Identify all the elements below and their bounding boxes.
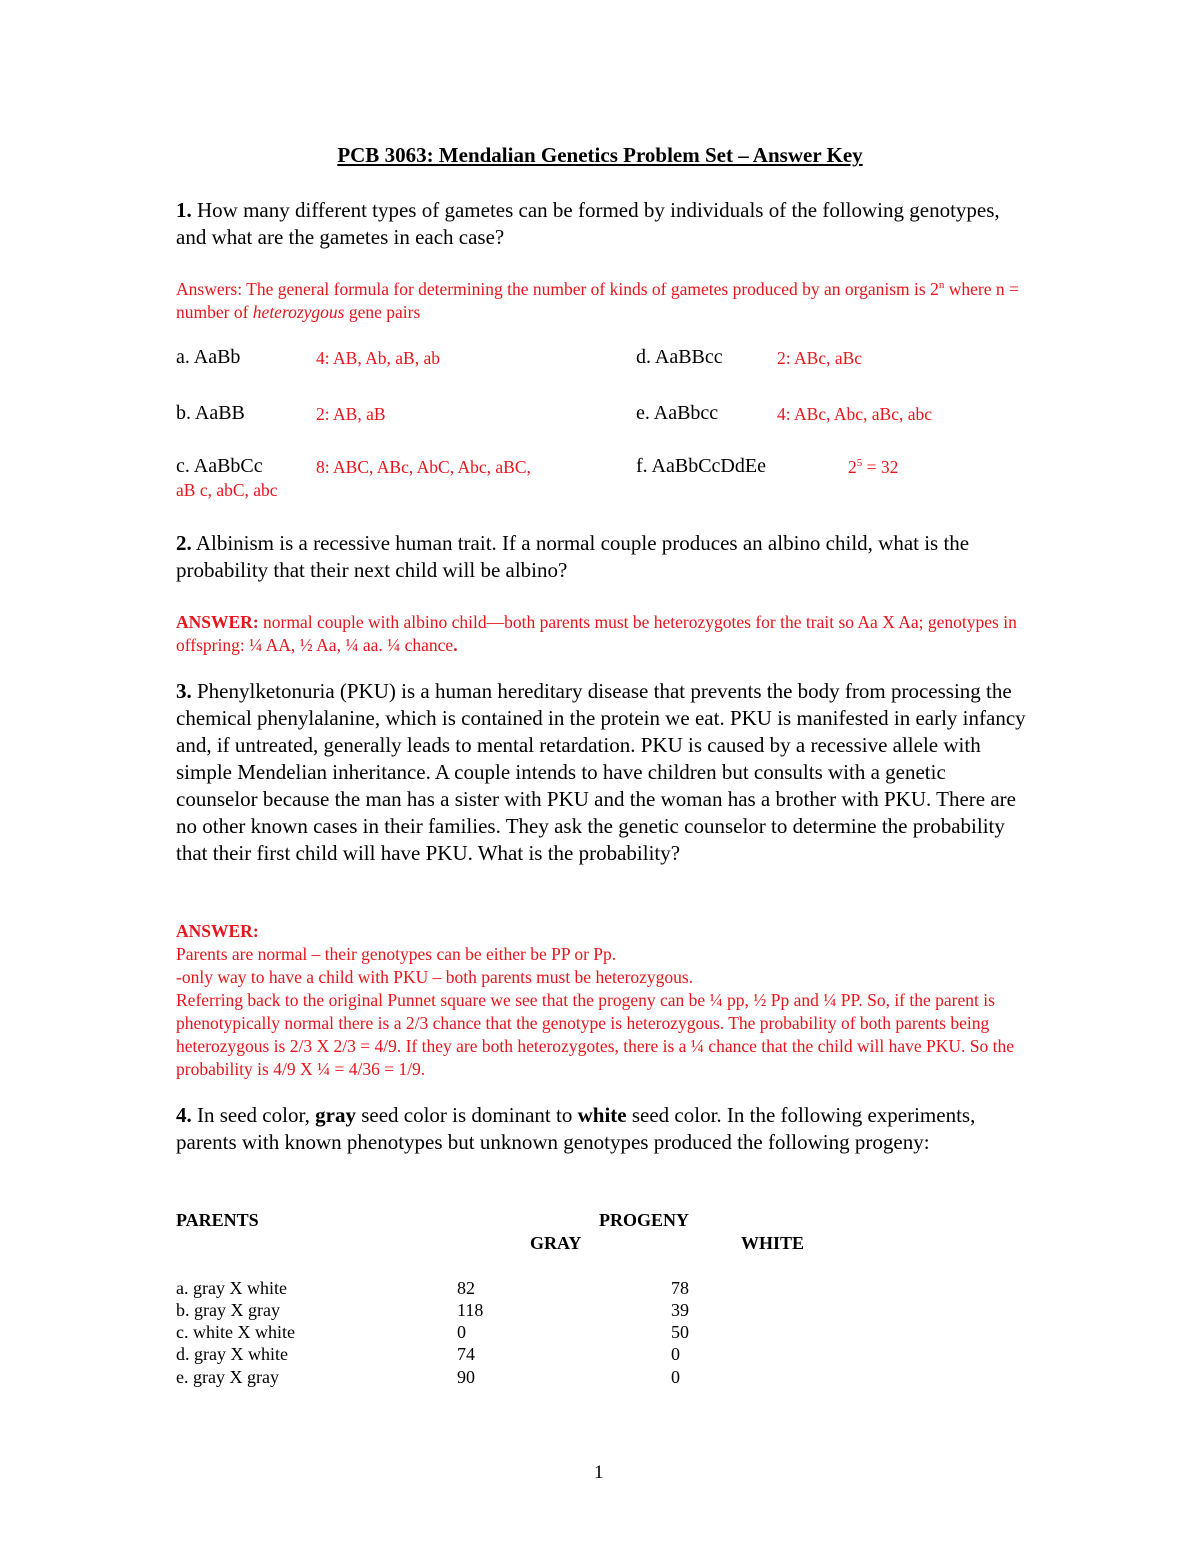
question-3 [176,678,1026,867]
question-2-text: Albinism is a recessive human trait. If a normal couple produces an albino child, what is the probability that their next child will be albino? [176,531,970,582]
table-row-gray: 74 [457,1344,475,1364]
genotype-c-label: c. AaBbCc [176,455,263,477]
genotype-a-label: a. AaBb [176,346,241,368]
table-row-gray: 82 [457,1278,475,1298]
genotype-f-label: f. AaBbCcDdEe [636,455,766,477]
table-row-white: 39 [671,1300,689,1320]
table-row-gray: 0 [457,1322,466,1342]
question-3-number: 3. [176,679,192,703]
genotype-b-answer: 2: AB, aB [316,404,386,424]
genotype-e-label: e. AaBbcc [636,402,719,424]
genotype-d-answer: 2: ABc, aBc [777,348,863,368]
table-row-white: 0 [671,1367,680,1387]
question-1-number: 1. [176,198,192,222]
page-number: 1 [594,1462,604,1483]
table-row-white: 50 [671,1322,689,1342]
table-header-progeny: PROGENY [599,1210,689,1230]
question-2 [176,530,1026,584]
genotype-d-label: d. AaBBcc [636,346,723,368]
table-row-gray: 118 [457,1300,484,1320]
table-header-parents: PARENTS [176,1210,259,1230]
question-3-answer-label: ANSWER: [176,921,259,941]
question-3-answer-line: -only way to have a child with PKU – both parents must be heterozygous. [176,967,694,987]
genotype-b-label: b. AaBB [176,402,245,424]
genotype-a-answer: 4: AB, Ab, aB, ab [316,348,440,368]
table-row-parents: d. gray X white [176,1344,288,1364]
table-header-white: WHITE [741,1233,805,1253]
table-header-gray: GRAY [530,1233,582,1253]
genotype-f-answer: $2^5 = 32$ [848,457,899,477]
table-row-white: 78 [671,1278,689,1298]
table-row-white: 0 [671,1344,680,1364]
question-1 [176,197,1026,251]
question-3-answer-line: Referring back to the original Punnet square we see that the progeny can be ¼ pp, ½ Pp and ¼ PP. So, if the parent is phenotypically normal there is a 2/3 chance that the genotype is heterozygous. The probability of both parents being heterozygous is 2/3 X 2/3 = 4/9. If they are both heterozygotes, there is a ¼ chance that the child will have PKU. So the probability is 4/9 X ¼ = 4/36 = 1/9. [176,990,1014,1079]
question-4: 4. In seed color, gray seed color is dominant to white seed color. In the following experiments, parents with known phenotypes but unknown genotypes produced the following progeny: [176,1103,976,1154]
table-row-parents: e. gray X gray [176,1367,279,1387]
page-title: PCB 3063: Mendalian Genetics Problem Set – Answer Key [337,143,863,167]
genotype-e-answer: 4: ABc, Abc, aBc, abc [777,404,933,424]
question-1-answer: Answers: The general formula for determining the number of kinds of gametes produced by an organism is 2$^n$ where n = number of heterozygous gene pairs [176,279,1019,322]
table-row-gray: 90 [457,1367,475,1387]
genotype-c-answer: 8: ABC, ABc, AbC, Abc, aBC, [316,457,531,477]
genotype-c-answer-continued: aB c, abC, abc [176,480,278,500]
question-3-answer [176,920,1026,1081]
table-row-parents: a. gray X white [176,1278,287,1298]
table-row-parents: c. white X white [176,1322,295,1342]
question-2-number: 2. [176,531,192,555]
table-row-parents: b. gray X gray [176,1300,280,1320]
question-2-answer: ANSWER: normal couple with albino child—both parents must be heterozygotes for the trait so Aa X Aa; genotypes in offspring: ¼ AA, ½ Aa, ¼ aa. ¼ chance. [176,612,1017,655]
question-4-number: 4. [176,1103,192,1127]
question-3-answer-line: Parents are normal – their genotypes can be either be PP or Pp. [176,944,617,964]
question-3-text: Phenylketonuria (PKU) is a human hereditary disease that prevents the body from processing the chemical phenylalanine, which is contained in the protein we eat. PKU is manifested in early infancy and, if untreated, generally leads to mental retardation. PKU is caused by a recessive allele with simple Mendelian inheritance. A couple intends to have children but consults with a genetic counselor because the man has a sister with PKU and the woman has a brother with PKU. There are no other known cases in their families. They ask the genetic counselor to determine the probability that their first child will have PKU. What is the probability? [176,679,1026,865]
question-1-text: How many different types of gametes can be formed by individuals of the following genotypes, and what are the gametes in each case? [176,198,1000,249]
